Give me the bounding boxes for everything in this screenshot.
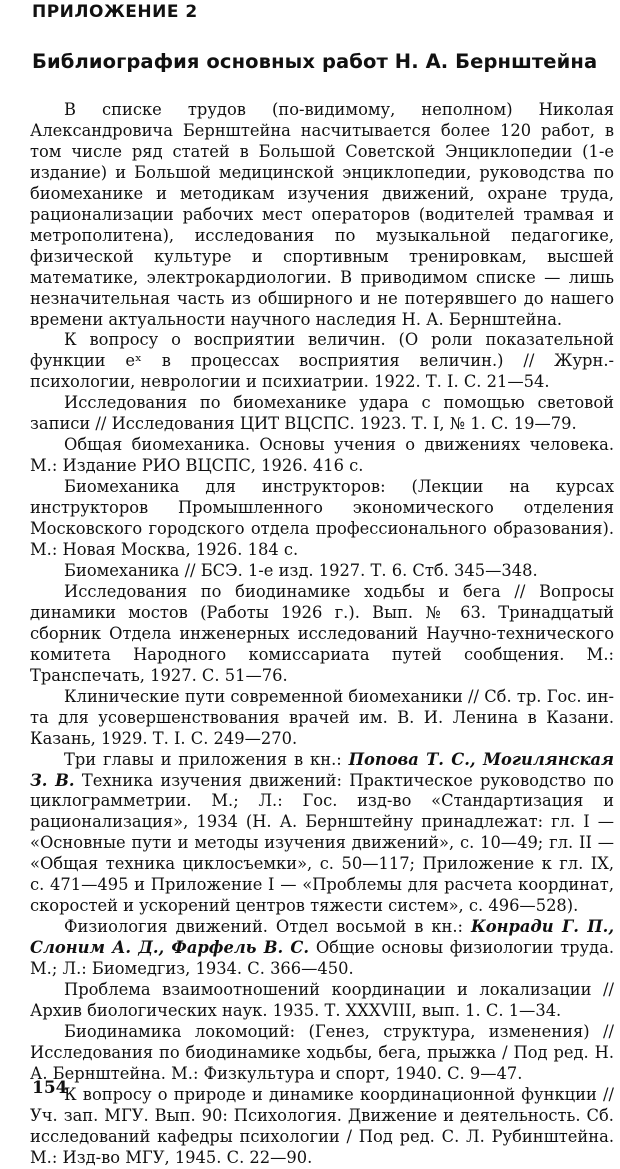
bibliography-entry xyxy=(30,687,614,750)
intro-paragraph: В списке трудов (по-видимому, неполном) Николая Александровича Бернштейна насчитывается более 120 работ, в том числе ряд статей в Большой Советской Энциклопедии (1-е издание) и Большой медицинской энциклопедии, руководства по биомеханике и методикам изучения движений, охране труда, рационализации рабочих мест операторов (водителей трамвая и метрополитена), исследования по музыкальной педагогике, физической культуре и спортивным тренировкам, высшей математике, электрокардиологии. В приводимом списке — лишь незначительная часть из обширного и не потерявшего до нашего времени актуальности научного наследия Н. А. Бернштейна. xyxy=(30,100,614,329)
entry-text: Биомеханика // БСЭ. 1-е изд. 1927. Т. 6. Стб. 345—348. xyxy=(64,560,538,580)
entry-text: Три главы и приложения в кн.: xyxy=(64,749,349,769)
entry-text: Биомеханика для инструкторов: (Лекции на курсах инструкторов Промышленного экономического отделения Московского городского отдела профессионального образования). М.: Новая Москва, 1926. 184 с. xyxy=(30,477,614,560)
bibliography-entry xyxy=(30,435,614,477)
bibliography-entry xyxy=(30,750,614,918)
bibliography-entry xyxy=(30,330,614,393)
bibliography-entry xyxy=(30,1022,614,1085)
entry-text: К вопросу о природе и динамике координационной функции // Уч. зап. МГУ. Вып. 90: Психология. Движение и деятельность. Сб. исследований кафедры психологии / Под ред. С. Л. Рубинштейна. М.: Изд-во МГУ, 1945. С. 22—90. xyxy=(30,1084,614,1167)
appendix-label: ПРИЛОЖЕНИЕ 2 xyxy=(32,2,198,22)
entry-text: К вопросу о восприятии величин. (О роли показательной функции eˣ в процессах восприятия величин.) // Журн.-психологии, неврологии и психиатрии. 1922. Т. I. С. 21—54. xyxy=(30,330,614,392)
entry-text: Клинические пути современной биомеханики // Сб. тр. Гос. ин-та для усовершенствования врачей им. В. И. Ленина в Казани. Казань, 1929. Т. I. С. 249—270. xyxy=(30,686,614,748)
entry-authors: Конради Г. П., Слоним А. Д., Фарфель В. С. xyxy=(30,917,614,958)
entry-text: Проблема взаимоотношений координации и локализации // Архив биологических наук. 1935. Т. XXXVIII, вып. 1. С. 1—34. xyxy=(30,980,614,1020)
bibliography-body xyxy=(30,100,614,1169)
bibliography-entry xyxy=(30,1085,614,1169)
entry-authors: Попова Т. С., Могилянская З. В. xyxy=(30,749,615,790)
entry-text: Исследования по биомеханике удара с помощью световой записи // Исследования ЦИТ ВЦСПС. 1923. Т. I, № 1. С. 19—79. xyxy=(30,393,614,434)
bibliography-entry xyxy=(30,917,614,980)
entry-text: Исследования по биодинамике ходьбы и бега // Вопросы динамики мостов (Работы 1926 г.). Вып. № 63. Тринадцатый сборник Отдела инженерных исследований Научно-технического комитета Народного комиссариата путей сообщения. М.: Транспечать, 1927. С. 51—76. xyxy=(30,581,614,685)
page-number: 154 xyxy=(32,1078,68,1098)
entry-text: Биодинамика локомоций: (Генез, структура, изменения) // Исследования по биодинамике ходьбы, бега, прыжка / Под ред. Н. А. Бернштейна. М.: Физкультура и спорт, 1940. С. 9—47. xyxy=(30,1021,614,1083)
bibliography-entry xyxy=(30,582,614,687)
bibliography-entry xyxy=(30,561,614,582)
page-title: Библиография основных работ Н. А. Бернштейна xyxy=(32,50,598,73)
bibliography-entry xyxy=(30,393,614,435)
entry-text: Физиология движений. Отдел восьмой в кн.: xyxy=(64,917,471,937)
bibliography-entry xyxy=(30,477,614,561)
bibliography-list xyxy=(30,330,614,1168)
entry-text-continued: Техника изучения движений: Практическое руководство по циклограмметрии. М.; Л.: Гос. изд-во «Стандартизация и рационализация», 1934 (Н. А. Бернштейну принадлежат: гл. I — «Основные пути и методы изучения движений», с. 10—49; гл. II — «Общая техника циклосъемки», с. 50—117; Приложение к гл. IX, с. 471—495 и Приложение I — «Проблемы для расчета координат, скоростей и ускорений центров тяжести систем», с. 496—528). xyxy=(30,770,614,916)
entry-text-continued: Общие основы физиологии труда. М.; Л.: Биомедгиз, 1934. С. 366—450. xyxy=(30,938,614,979)
entry-text: Общая биомеханика. Основы учения о движениях человека. М.: Издание РИО ВЦСПС, 1926. 416 с. xyxy=(30,435,614,476)
bibliography-entry xyxy=(30,980,614,1022)
